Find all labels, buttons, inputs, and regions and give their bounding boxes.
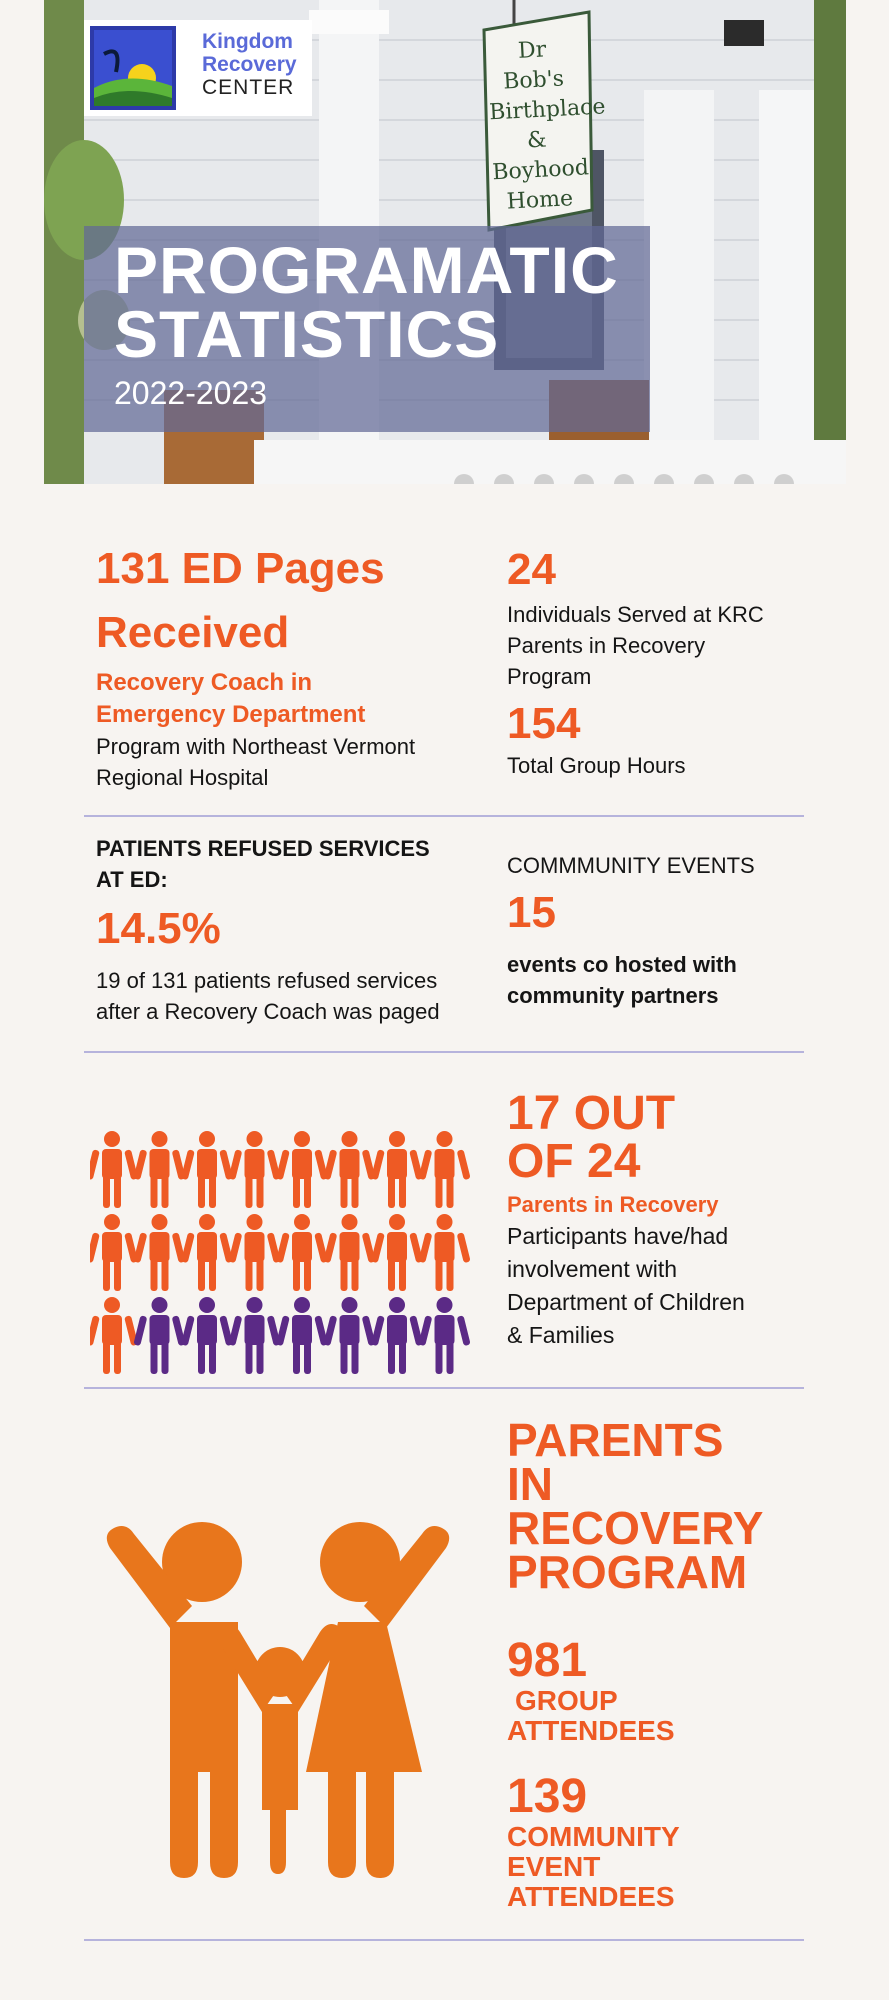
person-figure <box>90 1131 138 1208</box>
title-line: STATISTICS <box>114 297 500 371</box>
refused-services-stat <box>96 833 496 1027</box>
individuals-stat <box>507 546 827 781</box>
community-events-description: community partners <box>507 983 719 1008</box>
person-figure <box>418 1131 470 1208</box>
dcf-subtitle: Parents in Recovery <box>507 1192 719 1217</box>
dcf-headline: 17 OUT <box>507 1087 676 1140</box>
program-title: RECOVERY <box>507 1502 764 1554</box>
divider <box>84 1051 804 1053</box>
dcf-involvement-stat <box>507 1087 827 1352</box>
person-figure <box>323 1297 375 1374</box>
refused-title: PATIENTS REFUSED SERVICES <box>96 836 430 861</box>
person-figure <box>418 1214 470 1291</box>
person-figure <box>371 1131 423 1208</box>
person-figure <box>228 1297 280 1374</box>
sign-line: & <box>526 127 548 154</box>
community-events-description: events co hosted with <box>507 952 737 977</box>
sign-line: Home <box>506 186 574 215</box>
dcf-description: Participants have/had <box>507 1223 729 1249</box>
group-hours-number: 154 <box>507 699 581 748</box>
refused-description: 19 of 131 patients refused services <box>96 968 438 993</box>
group-hours-description: Total Group Hours <box>507 753 686 778</box>
individuals-description: Individuals Served at KRC <box>507 602 764 627</box>
refused-title: AT ED: <box>96 867 168 892</box>
person-figure <box>133 1214 185 1291</box>
group-attendees-number: 981 <box>507 1634 588 1687</box>
page-title <box>114 233 619 371</box>
person-figure <box>228 1214 280 1291</box>
sign-line: Birthplace <box>488 94 607 126</box>
person-figure <box>323 1214 375 1291</box>
individuals-description: Parents in Recovery <box>507 633 706 658</box>
year-range: 2022-2023 <box>114 375 268 411</box>
ed-description: Regional Hospital <box>96 765 269 790</box>
individuals-description: Program <box>507 664 592 689</box>
community-attendees-label: ATTENDEES <box>507 1881 675 1912</box>
community-events-stat <box>507 850 827 1011</box>
person-figure <box>228 1131 280 1208</box>
ed-pages-headline: 131 ED Pages <box>96 544 385 593</box>
program-title: PROGRAM <box>507 1546 748 1598</box>
dcf-headline: OF 24 <box>507 1135 641 1188</box>
person-figure <box>323 1131 375 1208</box>
person-figure <box>181 1297 233 1374</box>
ed-pages-stat <box>96 537 496 793</box>
person-figure <box>371 1297 423 1374</box>
sign-line: Boyhood <box>491 155 590 186</box>
individuals-number: 24 <box>507 545 556 594</box>
dcf-description: & Families <box>507 1322 615 1348</box>
person-figure <box>90 1297 138 1374</box>
group-attendees-label: ATTENDEES <box>507 1715 675 1746</box>
ed-pages-headline: Received <box>96 608 290 657</box>
person-figure <box>276 1297 328 1374</box>
people-grid <box>90 1130 476 1390</box>
logo-wordmark <box>202 30 297 99</box>
program-title: PARENTS <box>507 1414 724 1466</box>
person-figure <box>276 1131 328 1208</box>
person-figure <box>418 1297 470 1374</box>
person-figure <box>90 1214 138 1291</box>
community-events-number: 15 <box>507 888 556 937</box>
community-attendees-label: EVENT <box>507 1851 601 1882</box>
person-figure <box>181 1131 233 1208</box>
logo-line: Recovery <box>202 53 297 76</box>
divider <box>84 1387 804 1389</box>
program-title: IN <box>507 1458 553 1510</box>
sign-line: Dr Bob's <box>502 37 565 95</box>
ed-subtitle: Emergency Department <box>96 701 366 728</box>
community-attendees-label: COMMUNITY <box>507 1821 680 1852</box>
krc-logo <box>84 20 312 116</box>
logo-line: CENTER <box>202 76 295 99</box>
community-attendees-number: 139 <box>507 1770 588 1823</box>
dcf-description: Department of Children <box>507 1289 745 1315</box>
ed-subtitle: Recovery Coach in <box>96 669 313 696</box>
logo-line: Kingdom <box>202 30 293 53</box>
divider <box>84 815 804 817</box>
family-icon <box>100 1510 460 1890</box>
divider <box>84 1939 804 1941</box>
parents-program-stats <box>507 1414 827 1912</box>
person-figure <box>276 1214 328 1291</box>
title-line: PROGRAMATIC <box>114 233 619 307</box>
dcf-description: involvement with <box>507 1256 678 1282</box>
person-figure <box>371 1214 423 1291</box>
group-attendees-label: GROUP <box>515 1685 618 1716</box>
porch-sign <box>485 34 607 219</box>
person-figure <box>133 1297 185 1374</box>
logo-mark-icon <box>88 24 188 120</box>
refused-percent: 14.5% <box>96 904 221 953</box>
person-figure <box>181 1214 233 1291</box>
ed-description: Program with Northeast Vermont <box>96 734 416 759</box>
person-figure <box>133 1131 185 1208</box>
community-events-title: COMMMUNITY EVENTS <box>507 853 755 878</box>
refused-description: after a Recovery Coach was paged <box>96 999 440 1024</box>
